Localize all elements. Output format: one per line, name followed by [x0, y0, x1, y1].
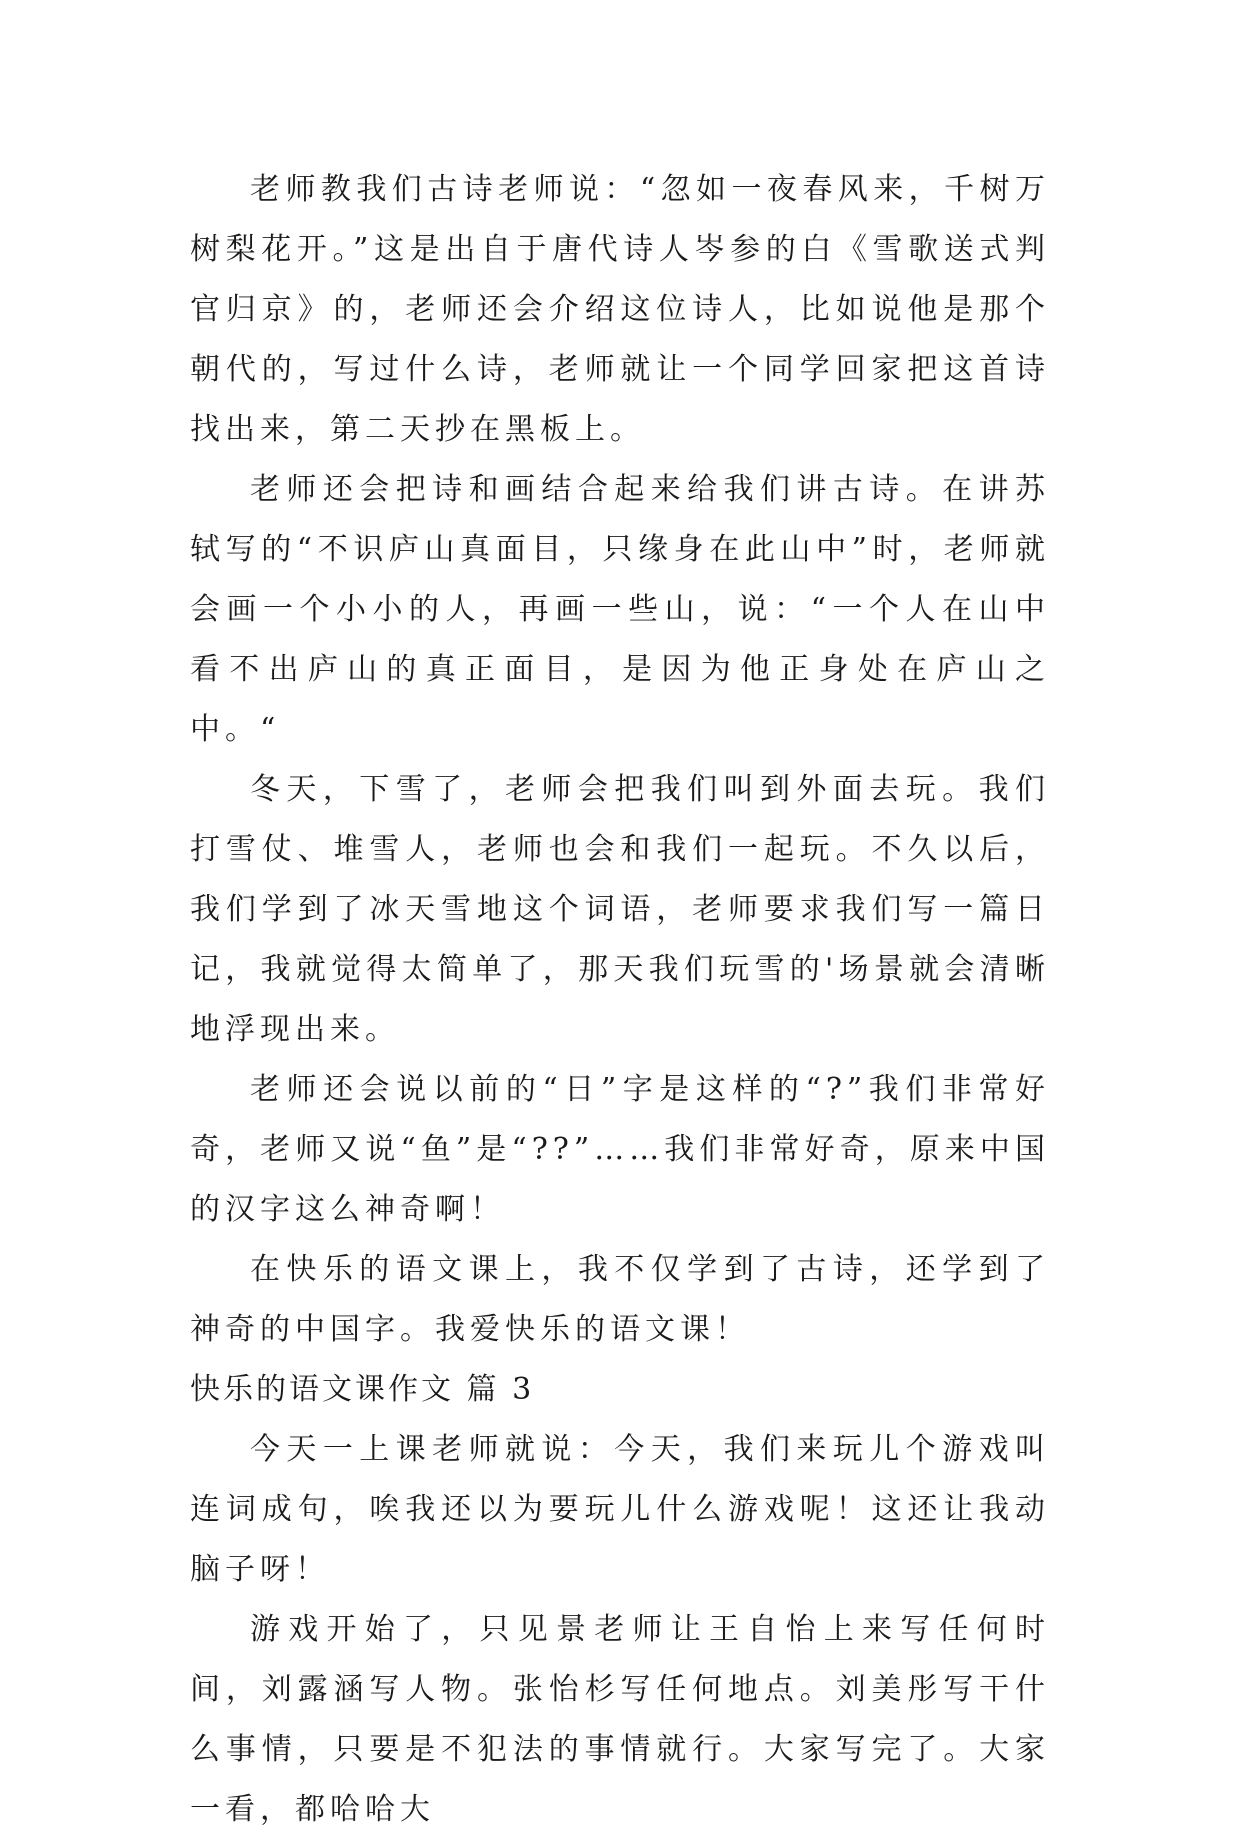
paragraph: 老师教我们古诗老师说：“忽如一夜春风来，千树万树梨花开。”这是出自于唐代诗人岑参的白《雪歌送式判官归京》的，老师还会介绍这位诗人，比如说他是那个朝代的，写过什么诗，老师就让一个同学回家把这首诗找出来，第二天抄在黑板上。 — [190, 172, 1050, 447]
paragraph: 老师还会说以前的“日”字是这样的“?”我们非常好奇，老师又说“鱼”是“??”……我们非常好奇，原来中国的汉字这么神奇啊！ — [190, 1072, 1050, 1227]
paragraph: 今天一上课老师就说：今天，我们来玩儿个游戏叫连词成句，唉我还以为要玩儿什么游戏呢！这还让我动脑子呀！ — [190, 1432, 1050, 1587]
document-page — [190, 160, 1050, 1840]
paragraph: 老师还会把诗和画结合起来给我们讲古诗。在讲苏轼写的“不识庐山真面目，只缘身在此山中”时，老师就会画一个小小的人，再画一些山，说：“一个人在山中看不出庐山的真正面目，是因为他正身处在庐山之中。“ — [190, 472, 1050, 747]
section-heading: 快乐的语文课作文 篇 3 — [190, 1372, 535, 1407]
paragraph: 在快乐的语文课上，我不仅学到了古诗，还学到了神奇的中国字。我爱快乐的语文课！ — [190, 1252, 1050, 1347]
paragraph: 游戏开始了，只见景老师让王自怡上来写任何时间，刘露涵写人物。张怡杉写任何地点。刘美彤写干什么事情，只要是不犯法的事情就行。大家写完了。大家一看，都哈哈大 — [190, 1612, 1050, 1827]
paragraph: 冬天，下雪了，老师会把我们叫到外面去玩。我们打雪仗、堆雪人，老师也会和我们一起玩。不久以后，我们学到了冰天雪地这个词语，老师要求我们写一篇日记，我就觉得太简单了，那天我们玩雪的'场景就会清晰地浮现出来。 — [190, 772, 1050, 1047]
